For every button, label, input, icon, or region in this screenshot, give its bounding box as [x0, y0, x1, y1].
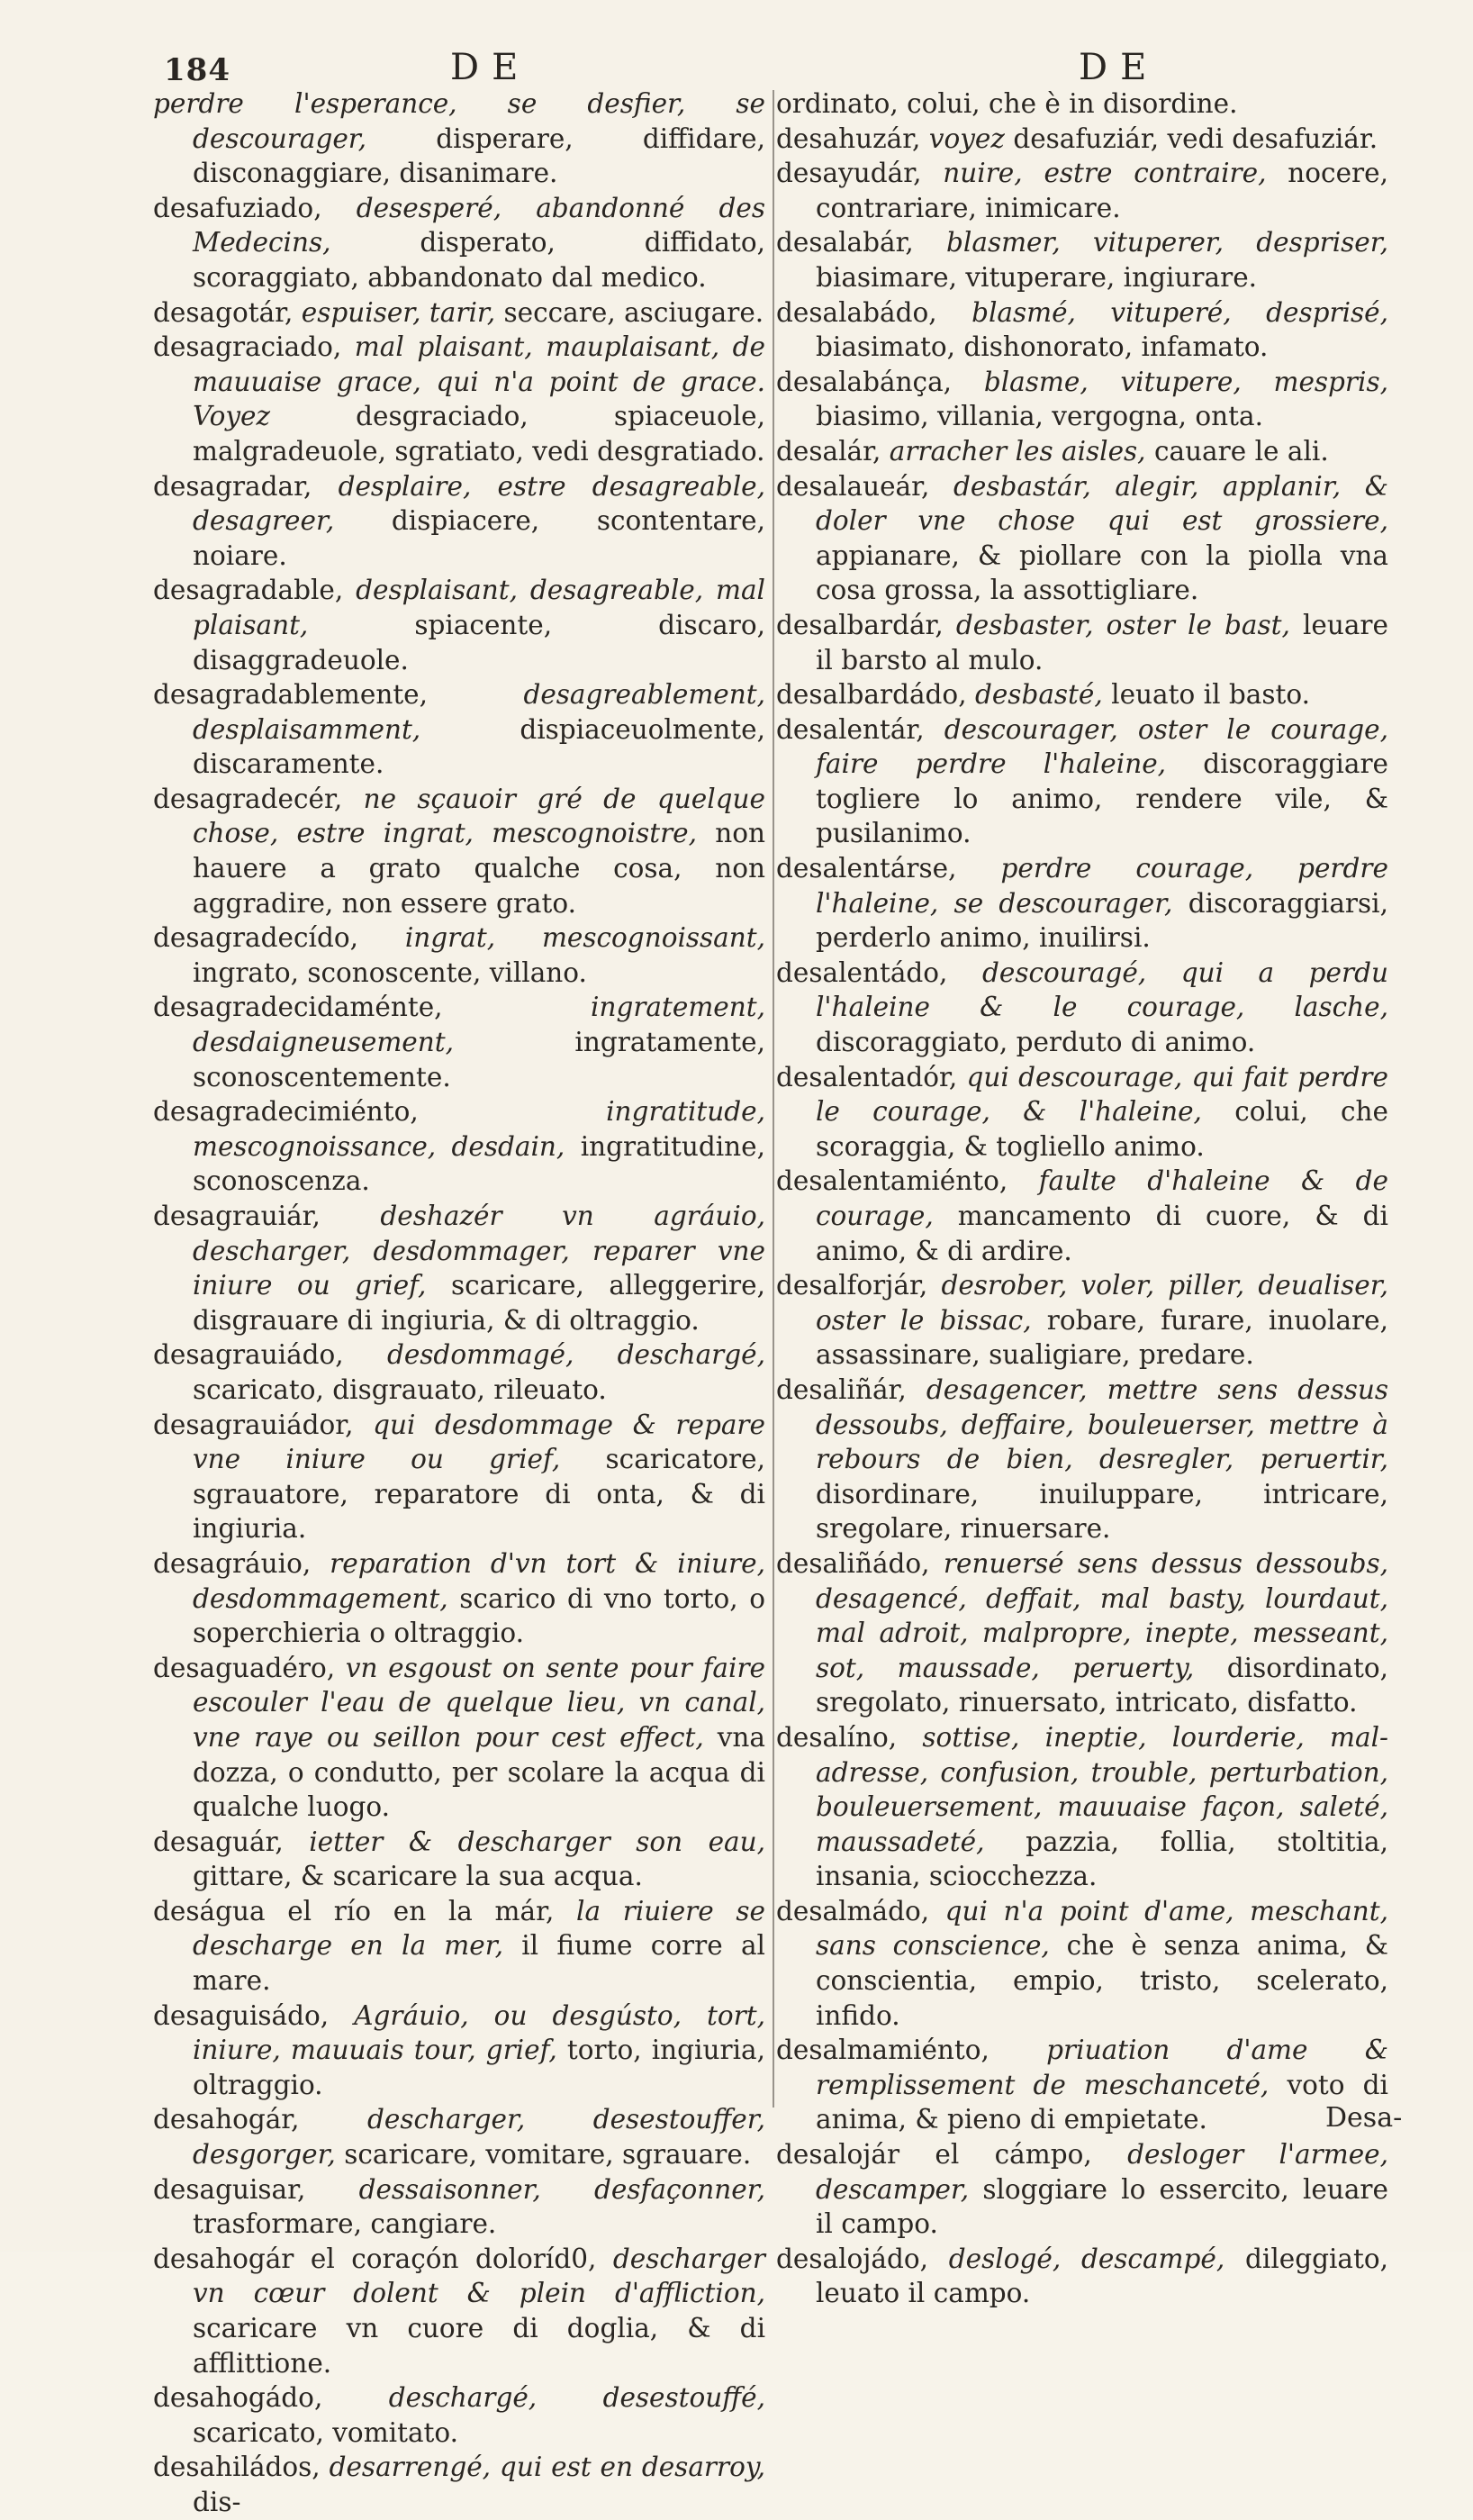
- dictionary-entry: [153, 573, 765, 677]
- dictionary-entry: [153, 990, 765, 1094]
- headword: desagrauiádo,: [153, 1339, 344, 1371]
- italian-gloss: discoraggiato, perduto di animo.: [816, 1027, 1256, 1058]
- headword: desaguár,: [153, 1826, 284, 1857]
- dictionary-entry: [153, 782, 765, 920]
- running-head-right: DE: [1079, 47, 1160, 88]
- headword: desagrauiádor,: [153, 1409, 354, 1440]
- french-gloss: ingratement, desdaigneusement,: [193, 992, 765, 1058]
- french-gloss: la riuiere se descharge en la mer,: [193, 1895, 765, 1962]
- headword: desalár,: [776, 435, 881, 467]
- dictionary-entry: [153, 330, 765, 468]
- headword: desahuzár,: [776, 122, 921, 154]
- right-column: [776, 86, 1388, 2311]
- french-gloss: qui n'a point d'ame, meschant, sans conscience,: [816, 1895, 1388, 1962]
- headword: desahogár el coraçón doloríd0,: [153, 2243, 597, 2274]
- dictionary-entry: [776, 1894, 1388, 2033]
- dictionary-entry: [776, 434, 1388, 469]
- headword: desalabár,: [776, 227, 914, 258]
- dictionary-entry: [776, 1373, 1388, 1546]
- headword: desagradable,: [153, 575, 344, 606]
- dictionary-entry: [776, 608, 1388, 677]
- french-gloss: dessaisonner, desfaçonner,: [358, 2173, 765, 2205]
- french-gloss: desplaisant, desagreable, mal plaisant,: [193, 575, 765, 640]
- dictionary-entry: [153, 1825, 765, 1894]
- dictionary-entry: [153, 2450, 765, 2519]
- headword: desalentadór,: [776, 1061, 958, 1092]
- french-gloss: espuiser, tarir,: [301, 296, 496, 328]
- headword: desaguisádo,: [153, 1999, 330, 2031]
- dictionary-entry: [153, 1651, 765, 1825]
- headword: desalaueár,: [776, 470, 930, 502]
- dictionary-entry: [153, 1408, 765, 1546]
- dictionary-entry: [776, 1268, 1388, 1373]
- italian-gloss: gittare, & scaricare la sua acqua.: [193, 1861, 643, 1892]
- italian-gloss: scaricatore, sgrauatore, reparatore di onta, & di ingiuria.: [193, 1444, 765, 1545]
- dictionary-entry: [153, 86, 765, 191]
- french-gloss: deschargé, desestouffé,: [388, 2382, 765, 2414]
- french-gloss: descharger, desestouffer, desgorger,: [193, 2104, 765, 2171]
- french-gloss: voyez: [928, 122, 1005, 154]
- french-gloss: ingratitude, mescognoissance, desdain,: [193, 1096, 765, 1162]
- french-gloss: reparation d'vn tort & iniure, desdommagement,: [193, 1547, 765, 1614]
- italian-gloss: sloggiare lo essercito, leuare il campo.: [816, 2173, 1388, 2240]
- catchword: Desa-: [1325, 2102, 1403, 2134]
- italian-gloss: biasimare, vituperare, ingiurare.: [816, 261, 1258, 293]
- headword: desahiládos,: [153, 2452, 321, 2483]
- french-gloss: desbaster, oster le bast,: [955, 609, 1290, 640]
- headword: desalforjár,: [776, 1270, 928, 1301]
- dictionary-entry: [776, 225, 1388, 295]
- french-gloss: sottise, ineptie, lourderie, mal-adresse, confusion, trouble, perturbation, bouleuersement, mauuaise façon, saleté, maussadeté,: [816, 1721, 1388, 1857]
- dictionary-entry: [776, 1720, 1388, 1894]
- dictionary-entry: [776, 2137, 1388, 2242]
- french-gloss: ingrat, mescognoissant,: [404, 922, 765, 954]
- italian-gloss: biasimato, dishonorato, infamato.: [816, 331, 1269, 363]
- french-gloss: perdre l'esperance, se desfier, se descourager,: [153, 88, 765, 154]
- dictionary-entry: [776, 469, 1388, 608]
- dictionary-entry: [776, 295, 1388, 365]
- french-gloss: ietter & descharger son eau,: [309, 1826, 765, 1857]
- dictionary-entry: [776, 1546, 1388, 1720]
- dictionary-entry: [776, 851, 1388, 956]
- headword: desalbardádo,: [776, 679, 967, 711]
- italian-gloss: non hauere a grato qualche cosa, non aggradire, non essere grato.: [193, 818, 765, 919]
- dictionary-entry: [776, 677, 1388, 712]
- french-gloss: nuire, estre contraire,: [943, 158, 1267, 189]
- french-gloss: renuersé sens dessus dessoubs, desagencé, deffait, mal basty, lourdaut, mal adroit, malpropre, inepte, messeant, sot, maussade, peruerty,: [816, 1547, 1388, 1683]
- french-gloss: desbastár, alegir, applanir, & doler vne chose qui est grossiere,: [816, 470, 1388, 537]
- headword: desalbardár,: [776, 609, 944, 640]
- italian-gloss: robare, furare, inuolare, assassinare, sualigiare, predare.: [816, 1304, 1388, 1371]
- french-gloss: desplaire, estre desagreable, desagreer,: [193, 470, 765, 537]
- headword: desalentamiénto,: [776, 1165, 1008, 1197]
- italian-gloss: scaricato, disgrauato, rileuato.: [193, 1373, 607, 1405]
- italian-gloss: ingratitudine, sconoscenza.: [193, 1130, 765, 1197]
- running-head-left: DE: [450, 47, 531, 88]
- headword: desaliñádo,: [776, 1547, 930, 1579]
- italian-gloss: che è senza anima, & conscientia, empio, tristo, scelerato, infido.: [816, 1930, 1389, 2031]
- headword: desayudár,: [776, 158, 922, 189]
- column-divider: [773, 90, 774, 2108]
- italian-gloss: disperare, diffidare, disconaggiare, disanimare.: [193, 122, 765, 189]
- headword: desalentádo,: [776, 956, 948, 988]
- dictionary-entry: [776, 712, 1388, 851]
- italian-gloss: colui, che scoraggia, & togliello animo.: [816, 1096, 1388, 1162]
- headword: desalentárse,: [776, 853, 957, 884]
- dictionary-entry: [776, 365, 1388, 434]
- french-gloss: mal plaisant, mauplaisant, de mauuaise grace, qui n'a point de grace. Voyez: [193, 331, 765, 432]
- headword: desahogádo,: [153, 2382, 323, 2414]
- dictionary-entry: [153, 2102, 765, 2171]
- italian-gloss: leuato il basto.: [1111, 679, 1310, 711]
- italian-gloss: disordinare, inuiluppare, intricare, sregolare, rinuersare.: [816, 1478, 1388, 1545]
- headword: desalentár,: [776, 713, 925, 745]
- french-gloss: qui desdommage & repare vne iniure ou grief,: [193, 1409, 765, 1475]
- italian-gloss: disperato, diffidato, scoraggiato, abbandonato dal medico.: [193, 227, 765, 293]
- headword: desagrauiár,: [153, 1201, 321, 1231]
- dictionary-entry: [153, 191, 765, 295]
- dictionary-entry: [153, 295, 765, 331]
- headword: desalabádo,: [776, 296, 937, 328]
- french-gloss: desesperé, abandonné des Medecins,: [193, 192, 765, 258]
- italian-gloss: appianare, & piollare con la piolla vna cosa grossa, la assottigliare.: [816, 539, 1388, 606]
- italian-gloss: voto di anima, & pieno di empietate.: [816, 2069, 1388, 2135]
- french-gloss: arracher les aisles,: [889, 435, 1146, 467]
- headword: desagradablemente,: [153, 679, 429, 711]
- italian-gloss: trasformare, cangiare.: [193, 2208, 497, 2240]
- italian-gloss: il fiume corre al mare.: [193, 1930, 765, 1997]
- french-gloss: desrober, voler, piller, deualiser, oster le bissac,: [816, 1270, 1388, 1336]
- italian-gloss: spiacente, discaro, disaggradeuole.: [193, 609, 765, 675]
- french-gloss: descharger vn cœur dolent & plein d'affliction,: [193, 2243, 765, 2309]
- dictionary-entry: [776, 2033, 1388, 2137]
- dictionary-entry: [776, 1060, 1388, 1165]
- headword: desagradar,: [153, 470, 312, 502]
- italian-gloss: discoraggiarsi, perderlo animo, inuilirsi.: [816, 887, 1388, 954]
- french-gloss: blasmer, vituperer, despriser,: [946, 227, 1388, 258]
- italian-gloss: scarico di vno torto, o soperchieria o oltraggio.: [193, 1582, 765, 1649]
- french-gloss: desagreablement, desplaisamment,: [193, 679, 765, 745]
- italian-gloss: scaricare, alleggerire, disgrauare di ingiuria, & di oltraggio.: [193, 1270, 765, 1336]
- headword: desaliñár,: [776, 1373, 907, 1405]
- italian-gloss: scaricare vn cuore di doglia, & di afflittione.: [193, 2313, 765, 2379]
- dictionary-entry: [776, 1164, 1388, 1268]
- italian-gloss: discoraggiare togliere lo animo, rendere vile, & pusilanimo.: [816, 748, 1388, 849]
- french-gloss: qui descourage, qui fait perdre le courage, & l'haleine,: [816, 1061, 1388, 1128]
- headword: deságua el río en la már,: [153, 1895, 555, 1926]
- french-gloss: ne sçauoir gré de quelque chose, estre ingrat, mescognoistre,: [193, 783, 765, 849]
- dictionary-entry: [153, 2172, 765, 2242]
- italian-gloss: ordinato, colui, che è in disordine.: [776, 88, 1238, 119]
- headword: desafuziado,: [153, 192, 322, 223]
- dictionary-entry: [776, 86, 1388, 122]
- headword: desagradecidaménte,: [153, 992, 443, 1023]
- headword: desalmamiénto,: [776, 2035, 990, 2066]
- french-gloss: perdre courage, perdre l'haleine, se descourager,: [816, 853, 1388, 919]
- italian-gloss: nocere, contrariare, inimicare.: [816, 158, 1388, 223]
- headword: desalmádo,: [776, 1895, 930, 1926]
- french-gloss: faulte d'haleine & de courage,: [816, 1165, 1388, 1231]
- french-gloss: deshazér vn agráuio, descharger, desdommager, reparer vne iniure ou grief,: [193, 1201, 765, 1301]
- french-gloss: blasmé, vituperé, desprisé,: [971, 296, 1388, 328]
- italian-gloss: desafuziár, vedi desafuziár.: [1013, 122, 1378, 154]
- italian-gloss: seccare, asciugare.: [503, 296, 764, 328]
- italian-gloss: dis-: [193, 2486, 241, 2517]
- french-gloss: Agráuio, ou desgústo, tort, iniure, mauuais tour, grief,: [193, 1999, 765, 2066]
- headword: desagotár,: [153, 296, 294, 328]
- dictionary-entry: [776, 156, 1388, 225]
- dictionary-entry: [153, 1337, 765, 1407]
- headword: desalíno,: [776, 1721, 898, 1753]
- headword: desaguisar,: [153, 2173, 306, 2205]
- french-gloss: priuation d'ame & remplissement de meschanceté,: [816, 2035, 1388, 2100]
- italian-gloss: dileggiato, leuato il campo.: [816, 2243, 1388, 2309]
- headword: desagradecído,: [153, 922, 358, 954]
- dictionary-entry: [153, 677, 765, 782]
- dictionary-entry: [153, 1199, 765, 1337]
- french-gloss: desagencer, mettre sens dessus dessoubs, deffaire, bouleuerser, mettre à rebours de bien, desregler, peruertir,: [816, 1373, 1388, 1475]
- italian-gloss: torto, ingiuria, oltraggio.: [193, 2035, 765, 2100]
- italian-gloss: ingrato, sconoscente, villano.: [193, 956, 587, 988]
- french-gloss: blasme, vitupere, mespris,: [983, 366, 1388, 397]
- dictionary-entry: [153, 1094, 765, 1199]
- dictionary-entry: [153, 2242, 765, 2380]
- french-gloss: descouragé, qui a perdu l'haleine & le courage, lasche,: [816, 956, 1388, 1023]
- headword: desalabánça,: [776, 366, 953, 397]
- italian-gloss: cauare le ali.: [1153, 435, 1329, 467]
- french-gloss: descourager, oster le courage, faire perdre l'haleine,: [816, 713, 1388, 780]
- dictionary-entry: [153, 920, 765, 990]
- headword: desahogár,: [153, 2104, 300, 2135]
- italian-gloss: pazzia, follia, stoltitia, insania, sciocchezza.: [816, 1826, 1388, 1892]
- dictionary-entry: [153, 1894, 765, 1999]
- italian-gloss: dispiacere, scontentare, noiare.: [193, 505, 765, 571]
- french-gloss: vn esgoust on sente pour faire escouler l'eau de quelque lieu, vn canal, vne raye ou seillon pour cest effect,: [193, 1652, 765, 1753]
- headword: desagráuio,: [153, 1547, 312, 1579]
- dictionary-entry: [153, 469, 765, 574]
- italian-gloss: leuare il barsto al mulo.: [816, 609, 1388, 675]
- french-gloss: deslogé, descampé,: [948, 2243, 1225, 2274]
- dictionary-entry: [153, 2380, 765, 2450]
- headword: desagraciado,: [153, 331, 342, 363]
- dictionary-entry: [153, 1999, 765, 2103]
- french-gloss: desloger l'armee, descamper,: [816, 2139, 1388, 2205]
- italian-gloss: scaricare, vomitare, sgrauare.: [344, 2139, 752, 2171]
- italian-gloss: mancamento di cuore, & di animo, & di ardire.: [816, 1201, 1388, 1266]
- dictionary-entry: [153, 1546, 765, 1651]
- italian-gloss: desgraciado, spiaceuole, malgradeuole, sgratiato, vedi desgratiado.: [193, 401, 765, 467]
- dictionary-entry: [776, 956, 1388, 1060]
- italian-gloss: disordinato, sregolato, rinuersato, intricato, disfatto.: [816, 1652, 1388, 1718]
- headword: desagradecér,: [153, 783, 343, 814]
- italian-gloss: vna dozza, o condutto, per scolare la acqua di qualche luogo.: [193, 1721, 765, 1823]
- french-gloss: desarrengé, qui est en desarroy,: [329, 2452, 765, 2483]
- french-gloss: desbasté,: [974, 679, 1103, 711]
- italian-gloss: ingratamente, sconoscentemente.: [193, 1027, 765, 1092]
- headword: desalojár el cámpo,: [776, 2139, 1092, 2171]
- page-number: 184: [164, 52, 230, 88]
- headword: desagradecimiénto,: [153, 1096, 419, 1128]
- headword: desaguadéro,: [153, 1652, 336, 1683]
- dictionary-entry: [776, 2242, 1388, 2311]
- headword: desalojádo,: [776, 2243, 929, 2274]
- french-gloss: desdommagé, deschargé,: [386, 1339, 765, 1371]
- italian-gloss: dispiaceuolmente, discaramente.: [193, 713, 765, 780]
- italian-gloss: biasimo, villania, vergogna, onta.: [816, 401, 1263, 432]
- left-column: [153, 86, 765, 2520]
- italian-gloss: scaricato, vomitato.: [193, 2416, 459, 2448]
- dictionary-entry: [776, 122, 1388, 157]
